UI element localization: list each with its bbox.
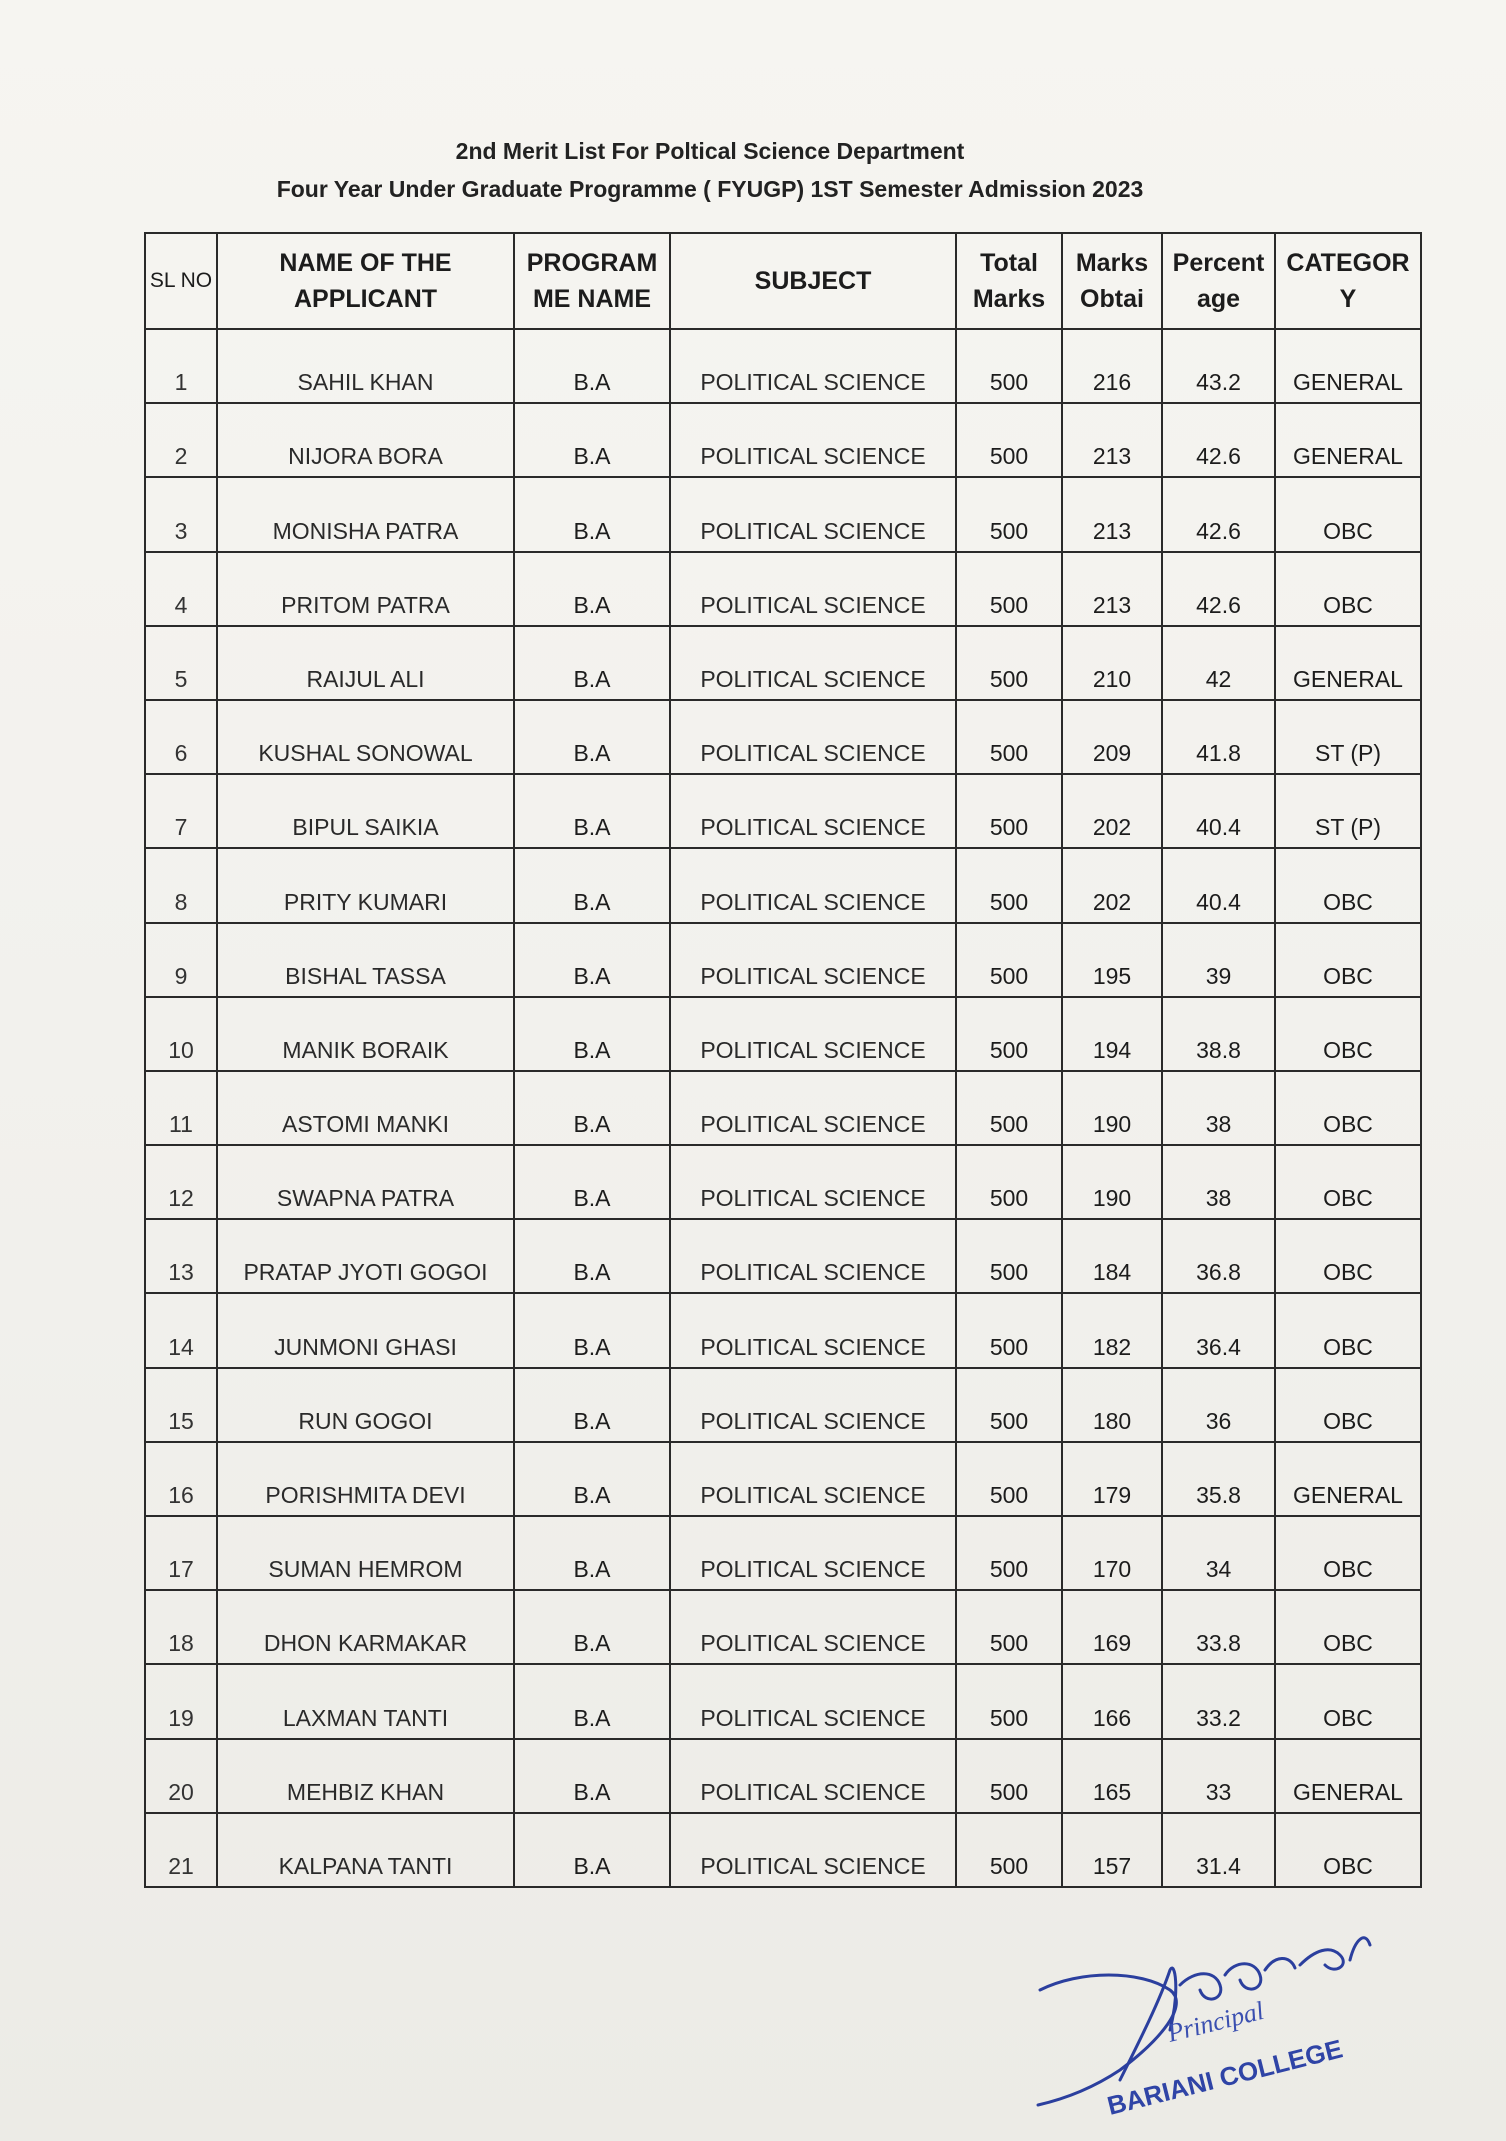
- cell-sl-no: 7: [145, 774, 217, 848]
- table-row: [145, 329, 1421, 403]
- table-row: [145, 1145, 1421, 1219]
- cell-subject: POLITICAL SCIENCE: [670, 700, 956, 774]
- cell-applicant-name: PRATAP JYOTI GOGOI: [217, 1219, 514, 1293]
- table-row: [145, 1813, 1421, 1887]
- cell-category: ST (P): [1275, 774, 1421, 848]
- cell-total-marks: 500: [956, 1442, 1062, 1516]
- cell-applicant-name: ASTOMI MANKI: [217, 1071, 514, 1145]
- table-row: [145, 477, 1421, 551]
- header-subject: SUBJECT: [670, 233, 956, 329]
- cell-marks-obtained: 202: [1062, 774, 1162, 848]
- cell-sl-no: 4: [145, 552, 217, 626]
- cell-category: OBC: [1275, 997, 1421, 1071]
- cell-programme: B.A: [514, 329, 670, 403]
- cell-total-marks: 500: [956, 1739, 1062, 1813]
- cell-applicant-name: PRITY KUMARI: [217, 848, 514, 922]
- cell-total-marks: 500: [956, 1516, 1062, 1590]
- cell-category: OBC: [1275, 552, 1421, 626]
- cell-sl-no: 11: [145, 1071, 217, 1145]
- cell-subject: POLITICAL SCIENCE: [670, 1590, 956, 1664]
- cell-marks-obtained: 169: [1062, 1590, 1162, 1664]
- header-applicant-name: NAME OF THE APPLICANT: [217, 233, 514, 329]
- cell-marks-obtained: 210: [1062, 626, 1162, 700]
- cell-sl-no: 18: [145, 1590, 217, 1664]
- cell-total-marks: 500: [956, 1813, 1062, 1887]
- cell-applicant-name: JUNMONI GHASI: [217, 1293, 514, 1367]
- cell-programme: B.A: [514, 1590, 670, 1664]
- cell-total-marks: 500: [956, 329, 1062, 403]
- cell-category: ST (P): [1275, 700, 1421, 774]
- table-row: [145, 1442, 1421, 1516]
- cell-marks-obtained: 213: [1062, 552, 1162, 626]
- cell-category: OBC: [1275, 1219, 1421, 1293]
- cell-marks-obtained: 180: [1062, 1368, 1162, 1442]
- cell-applicant-name: KALPANA TANTI: [217, 1813, 514, 1887]
- cell-marks-obtained: 184: [1062, 1219, 1162, 1293]
- cell-percentage: 33.8: [1162, 1590, 1275, 1664]
- cell-marks-obtained: 213: [1062, 403, 1162, 477]
- cell-percentage: 42: [1162, 626, 1275, 700]
- cell-sl-no: 10: [145, 997, 217, 1071]
- cell-total-marks: 500: [956, 1219, 1062, 1293]
- cell-subject: POLITICAL SCIENCE: [670, 1739, 956, 1813]
- cell-total-marks: 500: [956, 1293, 1062, 1367]
- cell-programme: B.A: [514, 774, 670, 848]
- cell-total-marks: 500: [956, 700, 1062, 774]
- cell-programme: B.A: [514, 997, 670, 1071]
- cell-marks-obtained: 213: [1062, 477, 1162, 551]
- cell-category: OBC: [1275, 1145, 1421, 1219]
- cell-percentage: 40.4: [1162, 848, 1275, 922]
- cell-total-marks: 500: [956, 923, 1062, 997]
- cell-category: OBC: [1275, 477, 1421, 551]
- cell-total-marks: 500: [956, 1664, 1062, 1738]
- cell-category: GENERAL: [1275, 626, 1421, 700]
- cell-subject: POLITICAL SCIENCE: [670, 477, 956, 551]
- cell-programme: B.A: [514, 700, 670, 774]
- table-row: [145, 1739, 1421, 1813]
- cell-percentage: 33: [1162, 1739, 1275, 1813]
- list-title: 2nd Merit List For Poltical Science Department: [455, 138, 965, 164]
- cell-category: OBC: [1275, 848, 1421, 922]
- cell-marks-obtained: 194: [1062, 997, 1162, 1071]
- cell-programme: B.A: [514, 1145, 670, 1219]
- cell-marks-obtained: 195: [1062, 923, 1162, 997]
- cell-percentage: 42.6: [1162, 552, 1275, 626]
- cell-sl-no: 6: [145, 700, 217, 774]
- cell-category: OBC: [1275, 1516, 1421, 1590]
- cell-applicant-name: SUMAN HEMROM: [217, 1516, 514, 1590]
- cell-category: OBC: [1275, 1813, 1421, 1887]
- cell-sl-no: 1: [145, 329, 217, 403]
- cell-category: OBC: [1275, 923, 1421, 997]
- table-row: [145, 923, 1421, 997]
- cell-marks-obtained: 170: [1062, 1516, 1162, 1590]
- cell-percentage: 33.2: [1162, 1664, 1275, 1738]
- cell-category: OBC: [1275, 1071, 1421, 1145]
- table-row: [145, 626, 1421, 700]
- cell-marks-obtained: 165: [1062, 1739, 1162, 1813]
- cell-subject: POLITICAL SCIENCE: [670, 1219, 956, 1293]
- cell-programme: B.A: [514, 552, 670, 626]
- cell-programme: B.A: [514, 1664, 670, 1738]
- cell-total-marks: 500: [956, 403, 1062, 477]
- cell-programme: B.A: [514, 1516, 670, 1590]
- cell-marks-obtained: 202: [1062, 848, 1162, 922]
- table-row: [145, 1664, 1421, 1738]
- header-marks-obtained: Marks Obtai: [1062, 233, 1162, 329]
- cell-sl-no: 3: [145, 477, 217, 551]
- table-row: [145, 1071, 1421, 1145]
- stamp-principal: Principal: [1164, 1995, 1267, 2048]
- cell-applicant-name: PRITOM PATRA: [217, 552, 514, 626]
- cell-category: GENERAL: [1275, 1442, 1421, 1516]
- cell-sl-no: 21: [145, 1813, 217, 1887]
- cell-programme: B.A: [514, 1739, 670, 1813]
- cell-percentage: 39: [1162, 923, 1275, 997]
- cell-sl-no: 8: [145, 848, 217, 922]
- cell-programme: B.A: [514, 923, 670, 997]
- cell-programme: B.A: [514, 477, 670, 551]
- cell-percentage: 38: [1162, 1145, 1275, 1219]
- cell-sl-no: 17: [145, 1516, 217, 1590]
- merit-list-body: [145, 329, 1421, 1887]
- cell-subject: POLITICAL SCIENCE: [670, 329, 956, 403]
- cell-category: GENERAL: [1275, 403, 1421, 477]
- list-subtitle: Four Year Under Graduate Programme ( FYUGP) 1ST Semester Admission 2023: [276, 176, 1144, 202]
- cell-total-marks: 500: [956, 477, 1062, 551]
- cell-subject: POLITICAL SCIENCE: [670, 1442, 956, 1516]
- cell-category: OBC: [1275, 1293, 1421, 1367]
- cell-total-marks: 500: [956, 552, 1062, 626]
- table-header-row: [145, 233, 1421, 329]
- cell-sl-no: 12: [145, 1145, 217, 1219]
- cell-applicant-name: RUN GOGOI: [217, 1368, 514, 1442]
- cell-subject: POLITICAL SCIENCE: [670, 552, 956, 626]
- cell-sl-no: 16: [145, 1442, 217, 1516]
- cell-total-marks: 500: [956, 1145, 1062, 1219]
- cell-category: GENERAL: [1275, 1739, 1421, 1813]
- cell-category: OBC: [1275, 1590, 1421, 1664]
- cell-programme: B.A: [514, 1071, 670, 1145]
- table-row: [145, 997, 1421, 1071]
- header-programme-name: PROGRAM ME NAME: [514, 233, 670, 329]
- cell-subject: POLITICAL SCIENCE: [670, 923, 956, 997]
- cell-applicant-name: PORISHMITA DEVI: [217, 1442, 514, 1516]
- header-sl-no: SL NO: [145, 233, 217, 329]
- cell-percentage: 43.2: [1162, 329, 1275, 403]
- cell-category: OBC: [1275, 1368, 1421, 1442]
- cell-subject: POLITICAL SCIENCE: [670, 1368, 956, 1442]
- cell-subject: POLITICAL SCIENCE: [670, 1664, 956, 1738]
- cell-percentage: 36: [1162, 1368, 1275, 1442]
- cell-applicant-name: BIPUL SAIKIA: [217, 774, 514, 848]
- cell-sl-no: 19: [145, 1664, 217, 1738]
- cell-percentage: 38: [1162, 1071, 1275, 1145]
- cell-programme: B.A: [514, 1219, 670, 1293]
- cell-percentage: 36.8: [1162, 1219, 1275, 1293]
- cell-subject: POLITICAL SCIENCE: [670, 1071, 956, 1145]
- cell-percentage: 34: [1162, 1516, 1275, 1590]
- cell-marks-obtained: 190: [1062, 1071, 1162, 1145]
- cell-subject: POLITICAL SCIENCE: [670, 1813, 956, 1887]
- cell-subject: POLITICAL SCIENCE: [670, 997, 956, 1071]
- cell-marks-obtained: 182: [1062, 1293, 1162, 1367]
- cell-applicant-name: KUSHAL SONOWAL: [217, 700, 514, 774]
- table-row: [145, 552, 1421, 626]
- cell-percentage: 38.8: [1162, 997, 1275, 1071]
- cell-total-marks: 500: [956, 626, 1062, 700]
- cell-programme: B.A: [514, 1293, 670, 1367]
- cell-applicant-name: SWAPNA PATRA: [217, 1145, 514, 1219]
- cell-programme: B.A: [514, 848, 670, 922]
- header-category: CATEGOR Y: [1275, 233, 1421, 329]
- cell-marks-obtained: 157: [1062, 1813, 1162, 1887]
- cell-percentage: 42.6: [1162, 403, 1275, 477]
- cell-sl-no: 2: [145, 403, 217, 477]
- table-row: [145, 700, 1421, 774]
- cell-percentage: 31.4: [1162, 1813, 1275, 1887]
- cell-percentage: 35.8: [1162, 1442, 1275, 1516]
- cell-programme: B.A: [514, 626, 670, 700]
- cell-applicant-name: DHON KARMAKAR: [217, 1590, 514, 1664]
- cell-percentage: 36.4: [1162, 1293, 1275, 1367]
- cell-marks-obtained: 209: [1062, 700, 1162, 774]
- cell-total-marks: 500: [956, 848, 1062, 922]
- cell-total-marks: 500: [956, 1071, 1062, 1145]
- header-total-marks: Total Marks: [956, 233, 1062, 329]
- cell-subject: POLITICAL SCIENCE: [670, 848, 956, 922]
- cell-total-marks: 500: [956, 1368, 1062, 1442]
- merit-list-table: [144, 232, 1422, 1888]
- cell-percentage: 41.8: [1162, 700, 1275, 774]
- cell-percentage: 40.4: [1162, 774, 1275, 848]
- table-row: [145, 1293, 1421, 1367]
- cell-marks-obtained: 190: [1062, 1145, 1162, 1219]
- table-row: [145, 848, 1421, 922]
- cell-sl-no: 9: [145, 923, 217, 997]
- cell-marks-obtained: 216: [1062, 329, 1162, 403]
- cell-programme: B.A: [514, 403, 670, 477]
- table-row: [145, 1590, 1421, 1664]
- cell-applicant-name: NIJORA BORA: [217, 403, 514, 477]
- table-row: [145, 403, 1421, 477]
- cell-applicant-name: LAXMAN TANTI: [217, 1664, 514, 1738]
- cell-sl-no: 20: [145, 1739, 217, 1813]
- cell-subject: POLITICAL SCIENCE: [670, 1145, 956, 1219]
- table-row: [145, 1219, 1421, 1293]
- cell-programme: B.A: [514, 1813, 670, 1887]
- cell-applicant-name: RAIJUL ALI: [217, 626, 514, 700]
- cell-marks-obtained: 179: [1062, 1442, 1162, 1516]
- cell-subject: POLITICAL SCIENCE: [670, 1516, 956, 1590]
- cell-programme: B.A: [514, 1368, 670, 1442]
- cell-sl-no: 5: [145, 626, 217, 700]
- cell-sl-no: 14: [145, 1293, 217, 1367]
- cell-total-marks: 500: [956, 774, 1062, 848]
- cell-sl-no: 13: [145, 1219, 217, 1293]
- cell-applicant-name: BISHAL TASSA: [217, 923, 514, 997]
- cell-subject: POLITICAL SCIENCE: [670, 1293, 956, 1367]
- cell-subject: POLITICAL SCIENCE: [670, 774, 956, 848]
- principal-signature-stamp: [1020, 1930, 1400, 2130]
- cell-total-marks: 500: [956, 1590, 1062, 1664]
- cell-applicant-name: MEHBIZ KHAN: [217, 1739, 514, 1813]
- cell-percentage: 42.6: [1162, 477, 1275, 551]
- cell-applicant-name: MONISHA PATRA: [217, 477, 514, 551]
- table-row: [145, 1516, 1421, 1590]
- cell-applicant-name: SAHIL KHAN: [217, 329, 514, 403]
- cell-category: OBC: [1275, 1664, 1421, 1738]
- table-row: [145, 774, 1421, 848]
- stamp-college: BARIANI COLLEGE: [1104, 2033, 1346, 2121]
- cell-applicant-name: MANIK BORAIK: [217, 997, 514, 1071]
- cell-programme: B.A: [514, 1442, 670, 1516]
- table-row: [145, 1368, 1421, 1442]
- cell-sl-no: 15: [145, 1368, 217, 1442]
- cell-category: GENERAL: [1275, 329, 1421, 403]
- cell-total-marks: 500: [956, 997, 1062, 1071]
- cell-subject: POLITICAL SCIENCE: [670, 403, 956, 477]
- cell-subject: POLITICAL SCIENCE: [670, 626, 956, 700]
- header-percentage: Percent age: [1162, 233, 1275, 329]
- cell-marks-obtained: 166: [1062, 1664, 1162, 1738]
